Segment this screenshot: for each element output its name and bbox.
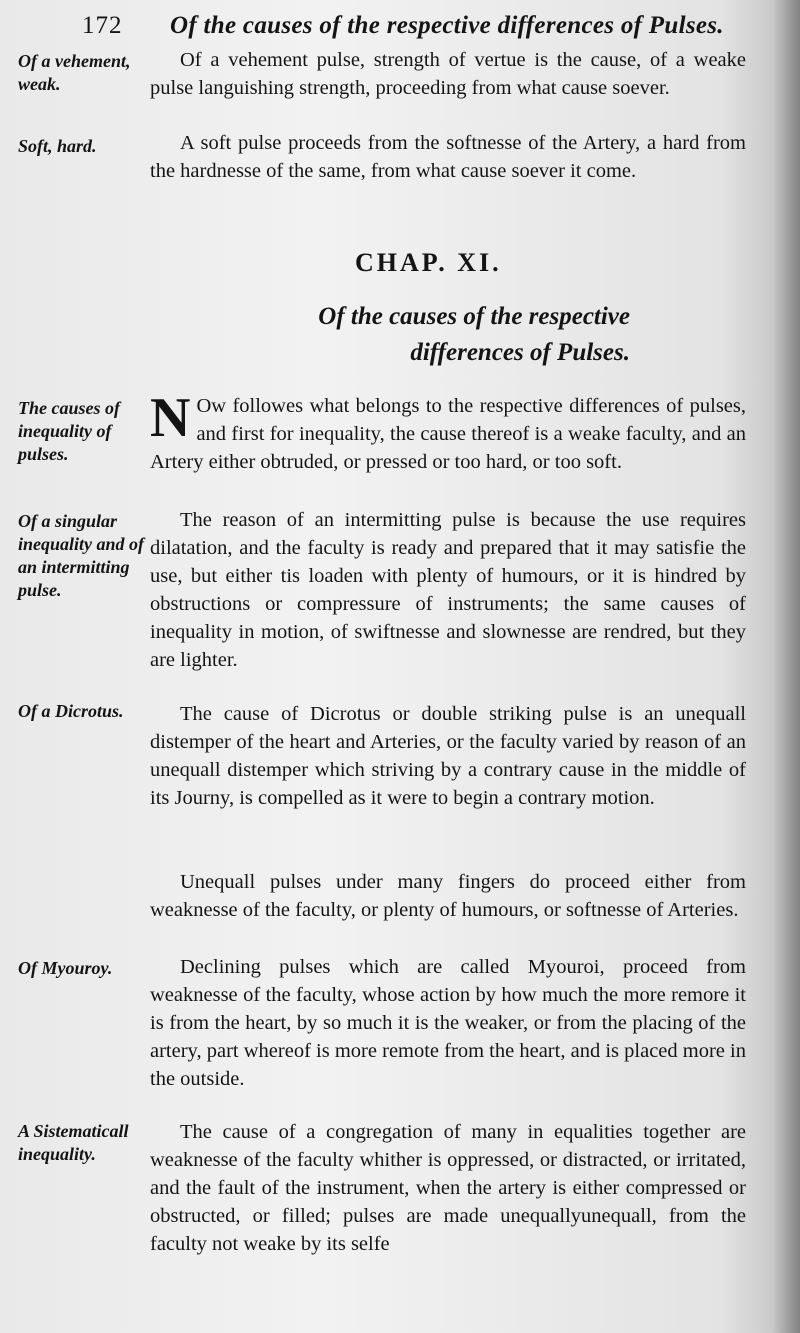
chapter-title-line1: Of the causes of the respective — [318, 303, 630, 330]
chapter-heading: CHAP. XI. — [355, 248, 502, 277]
drop-cap: N — [150, 387, 191, 449]
margin-note-soft-hard: Soft, hard. — [18, 136, 97, 156]
running-title: Of the causes of the respective differences of Pulses. — [170, 12, 724, 39]
paragraph-soft-hard: A soft pulse proceeds from the softnesse of the Artery, a hard from the hardnesse of the same, from what cause soever it come. — [150, 132, 746, 182]
page-header — [82, 6, 762, 46]
paragraph-unequall: Unequall pulses under many fingers do proceed either from weaknesse of the faculty, or plenty of humours, or softnesse of Arteries. — [150, 871, 746, 921]
margin-note-sistematicall: A Sistematicall inequality. — [18, 1121, 129, 1164]
page-number: 172 — [82, 12, 123, 39]
paragraph-vehement-weak: Of a vehement pulse, strength of vertue is the cause, of a weake pulse languishing strength, proceeding from what cause soever. — [150, 49, 746, 99]
paragraph-intermitting: The reason of an intermitting pulse is because the use requires dilatation, and the faculty is ready and prepared that it may satisfie the use, but either tis loaden with plenty of humours, or it is hindred by obstructions or compressure of instruments; the same causes of inequality in motion, of swiftnesse and slownesse are rendred, but they are lighter. — [150, 509, 746, 671]
margin-note-inequality: The causes of inequality of pulses. — [18, 398, 120, 464]
page-edge-shadow — [772, 0, 800, 1333]
margin-note-vehement: Of a vehement, weak. — [18, 51, 131, 94]
chapter-title-line2: differences of Pulses. — [410, 339, 630, 366]
margin-note-myouroy: Of Myouroy. — [18, 958, 113, 978]
paragraph-myouroi: Declining pulses which are called Myouroi, proceed from weaknesse of the faculty, whose action by how much the more remore it is from the heart, by so much it is the weaker, or from the placing of the artery, part whereof is more remote from the heart, and is placed more in the outside. — [150, 956, 746, 1090]
paragraph-inequality-text: Ow followes what belongs to the respective differences of pulses, and first for inequality, the cause thereof is a weake faculty, and an Artery either obtruded, or pressed or too hard, or too soft. — [150, 395, 746, 473]
margin-note-intermitting: Of a singular inequality and of an intermitting pulse. — [18, 511, 145, 600]
paragraph-dicrotus: The cause of Dicrotus or double striking pulse is an unequall distemper of the heart and Arteries, or the faculty varied by reason of an unequall distemper which striving by a contrary cause in the middle of its Journy, is compelled as it were to begin a contrary motion. — [150, 703, 746, 809]
paragraph-inequality — [150, 387, 746, 476]
margin-note-dicrotus: Of a Dicrotus. — [18, 701, 124, 721]
paragraph-congregation: The cause of a congregation of many in equalities together are weaknesse of the faculty whither is oppressed, or distracted, or irritated, and the fault of the instrument, when the artery is either compressed or obstructed, or filled; pulses are made unequallyunequall, from the faculty not weake by its selfe — [150, 1121, 746, 1255]
